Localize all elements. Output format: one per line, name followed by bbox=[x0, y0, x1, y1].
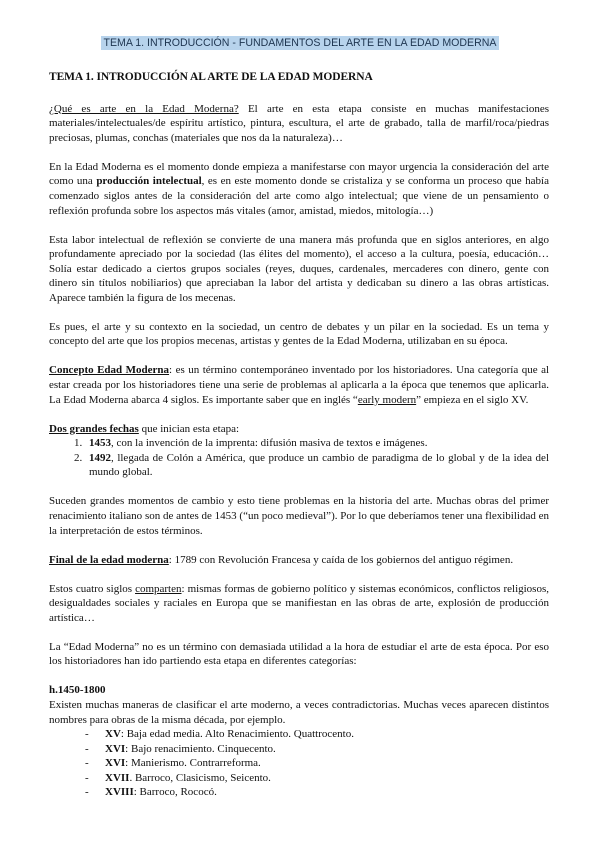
concept-label: Concepto Edad Moderna bbox=[49, 364, 170, 377]
end-label: Final de la edad moderna bbox=[49, 553, 169, 566]
subheading-period: h.1450-1800 bbox=[49, 684, 106, 697]
paragraph-shared-traits: Estos cuatro siglos comparten: mismas formas de gobierno político y sistemas económicos, conflictos religiosos, desigualdades sociales y raciales en Europa que se manifiestan en las obras de arte, explosión de producción artística… bbox=[49, 582, 549, 624]
paragraph-art-context: Es pues, el arte y su contexto en la sociedad, un centro de debates y un pilar en la sociedad. Es un tema y concepto del arte que los propios mecenas, artistas y gentes de la Edad Moderna, utilizaban en su época. bbox=[49, 320, 549, 348]
list-item: - XV: Baja edad media. Alto Renacimiento. Quattrocento. bbox=[85, 727, 549, 742]
paragraph-intellectual-labor: Esta labor intelectual de reflexión se convierte de una manera más profunda que en siglos anteriores, en algo profundamente apreciado por la sociedad (las élites del momento), el acceso a la cultura, poesía, educación… Solía estar dedicado a ciertos grupos sociales (reyes, duques, cardenales, mercaderes con dinero, gente con dinero sin títulos nobiliarios) que apreciaban la labor del artista y dedicaban su dinero a las obras artísticas. Aparece también la figura de los mecenas. bbox=[49, 233, 549, 304]
list-item: - XVII. Barroco, Clasicismo, Seicento. bbox=[85, 771, 549, 786]
paragraph-two-dates: Dos grandes fechas que inician esta etapa: bbox=[49, 422, 240, 435]
list-item: - XVI: Manierismo. Contrarreforma. bbox=[85, 756, 549, 771]
dates-list bbox=[49, 436, 549, 480]
list-item: 2. 1492, llegada de Colón a América, que produce un cambio de paradigma de lo global y de la idea del mundo global. bbox=[85, 451, 549, 480]
page-header bbox=[0, 36, 600, 50]
document-body bbox=[49, 70, 549, 800]
paragraph-what-is-art: ¿Qué es arte en la Edad Moderna? El arte en esta etapa consiste en muchas manifestaciones materiales/intelectuales/de espíritu artístico, pintura, escultura, el arte de grabado, talla de marfil/roca/piedras preciosas, plumas, conchas (materiales que nos da la naturaleza)… bbox=[49, 102, 549, 144]
paragraph-intellectual-production: En la Edad Moderna es el momento donde empieza a manifestarse con mayor urgencia la consideración del arte como una producción intelectual, es en este momento donde se cristaliza y se conforma un proceso que había comenzado siglos antes de la consideración del arte como algo intelectual; que viene de un pensamiento o reflexión profunda sobre los aspectos más vitales (amor, amistad, miedos, mitología…) bbox=[49, 160, 549, 217]
centuries-list bbox=[49, 727, 549, 800]
list-item: 1. 1453, con la invención de la imprenta: difusión masiva de textos e imágenes. bbox=[85, 436, 549, 451]
paragraph-changes: Suceden grandes momentos de cambio y esto tiene problemas en la historia del arte. Muchas obras del primer renacimiento italiano son de antes de 1453 (“un poco medieval”). Por lo que deberíamos tener una flexibilidad en la interpretación de estos términos. bbox=[49, 495, 549, 537]
paragraph-classification: Existen muchas maneras de clasificar el arte moderno, a veces contradictorias. Muchas veces aparecen distintos nombres para obras de la misma década, por ejemplo. bbox=[49, 698, 549, 726]
paragraph-categories: La “Edad Moderna” no es un término con demasiada utilidad a la hora de estudiar el arte de esta época. Por eso los historiadores han ido partiendo esta etapa en diferentes categorías: bbox=[49, 640, 549, 668]
paragraph-concept-modern-age: Concepto Edad Moderna: es un término contemporáneo inventado por los historiadores. Una categoría que al estar creada por los historiadores tiene una serie de problemas al aplicarla a la época que tenemos que aplicarla. La Edad Moderna abarca 4 siglos. Es importante saber que en inglés “early modern” empieza en el siglo XV. bbox=[49, 364, 550, 406]
header-title: TEMA 1. INTRODUCCIÓN - FUNDAMENTOS DEL ARTE EN LA EDAD MODERNA bbox=[103, 37, 497, 49]
question-text: ¿Qué es arte en la Edad Moderna? bbox=[49, 102, 239, 115]
list-item: - XVI: Bajo renacimiento. Cinquecento. bbox=[85, 742, 549, 757]
section-heading: TEMA 1. INTRODUCCIÓN AL ARTE DE LA EDAD MODERNA bbox=[49, 71, 373, 83]
paragraph-end-modern-age: Final de la edad moderna: 1789 con Revolución Francesa y caída de los gobiernos del antiguo régimen. bbox=[49, 553, 514, 566]
early-modern-term: early modern bbox=[357, 393, 417, 406]
dates-label: Dos grandes fechas bbox=[49, 422, 139, 435]
list-item: - XVIII: Barroco, Rococó. bbox=[85, 785, 549, 800]
highlight-term: producción intelectual bbox=[96, 175, 202, 188]
